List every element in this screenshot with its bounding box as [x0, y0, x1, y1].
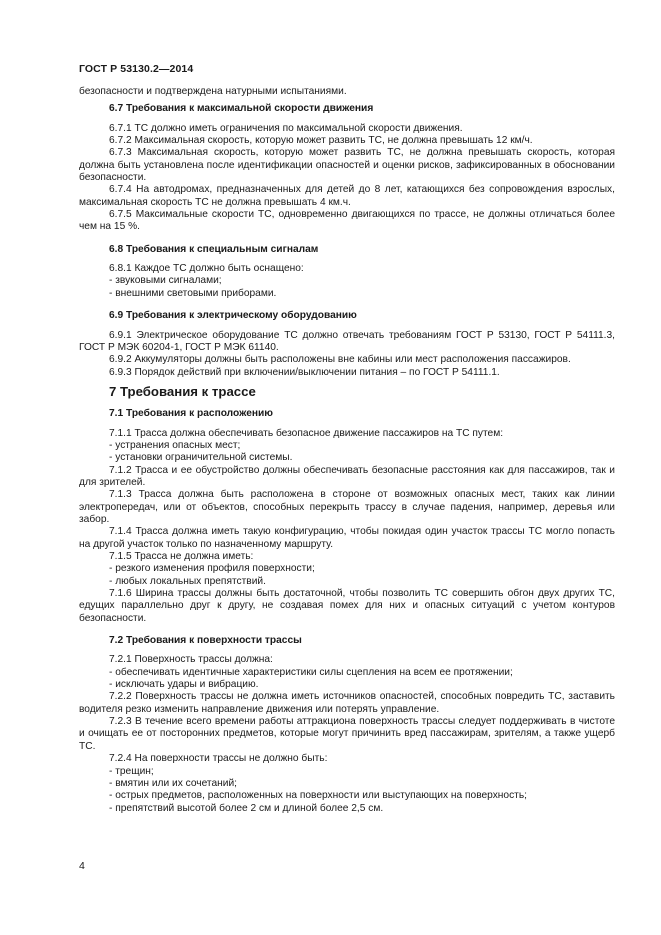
paragraph-7-2-2: 7.2.2 Поверхность трассы не должна иметь источников опасностей, способных повредить ТС, заставить водителя резко изменить направление движения или потерять управление. — [79, 691, 615, 715]
list-item: - установки ограничительной системы. — [109, 452, 293, 464]
section-heading-7-1: 7.1 Требования к расположению — [109, 408, 273, 420]
paragraph-7-1-1: 7.1.1 Трасса должна обеспечивать безопасное движение пассажиров на ТС путем: — [109, 427, 504, 439]
list-item: - препятствий высотой более 2 см и длиной более 2,5 см. — [109, 802, 384, 814]
list-item: - устранения опасных мест; — [109, 439, 241, 451]
list-item: - вмятин или их сочетаний; — [109, 777, 237, 789]
paragraph-7-1-2: 7.1.2 Трасса и ее обустройство должны обеспечивать безопасные расстояния как для пассажиров, так и для зрителей. — [79, 464, 615, 488]
paragraph-7-2-4: 7.2.4 На поверхности трассы не должно быть: — [109, 753, 328, 765]
paragraph-6-8-1: 6.8.1 Каждое ТС должно быть оснащено: — [109, 263, 304, 275]
paragraph-7-2-3: 7.2.3 В течение всего времени работы аттракциона поверхность трассы следует поддерживать в чистоте и очищать ее от посторонних предметов, которые могут причинить вред пассажирам, зрителям, а также ущерб ТС. — [79, 716, 615, 752]
paragraph-6-7-5: 6.7.5 Максимальные скорости ТС, одновременно двигающихся по трассе, не должны отличаться более чем на 15 %. — [79, 209, 615, 233]
paragraph-6-7-3: 6.7.3 Максимальная скорость, которую может развить ТС, не должна превышать скорость, которая должна быть установлена после идентификации опасностей и оценки рисков, зафиксированных в обосновании безопасности. — [79, 147, 615, 184]
section-heading-6-9: 6.9 Требования к электрическому оборудованию — [109, 310, 357, 322]
paragraph-6-7-1: 6.7.1 ТС должно иметь ограничения по максимальной скорости движения. — [109, 122, 463, 134]
page-number: 4 — [79, 860, 85, 872]
paragraph: безопасности и подтверждена натурными испытаниями. — [79, 86, 347, 97]
list-item: - острых предметов, расположенных на поверхности или выступающих на поверхность; — [109, 790, 527, 802]
list-item: - внешними световыми приборами. — [109, 287, 277, 299]
list-item: - звуковыми сигналами; — [109, 275, 222, 287]
paragraph-7-2-1: 7.2.1 Поверхность трассы должна: — [109, 654, 273, 666]
paragraph-6-7-2: 6.7.2 Максимальная скорость, которую может развить ТС, не должна превышать 12 км/ч. — [109, 135, 533, 147]
chapter-heading-7: 7 Требования к трассе — [109, 383, 256, 399]
list-item: - трещин; — [109, 765, 154, 777]
section-heading-6-7: 6.7 Требования к максимальной скорости движения — [109, 103, 374, 115]
list-item: - резкого изменения профиля поверхности; — [109, 563, 315, 575]
paragraph-6-7-4: 6.7.4 На автодромах, предназначенных для детей до 8 лет, катающихся без сопровождения взрослых, максимальная скорость ТС не должна превышать 4 км.ч. — [79, 184, 615, 208]
paragraph-7-1-3: 7.1.3 Трасса должна быть расположена в стороне от возможных опасных мест, таких как линии электропередач, или от объектов, способных перекрыть трассу в случае падения, например, деревья или забор. — [79, 489, 615, 525]
list-item: - любых локальных препятствий. — [109, 575, 266, 587]
section-heading-6-8: 6.8 Требования к специальным сигналам — [109, 243, 319, 255]
paragraph-7-1-6: 7.1.6 Ширина трассы должны быть достаточной, чтобы позволить ТС совершить обгон двух других ТС, едущих параллельно друг к другу, не создавая помех для них и опасных ситуаций с учетом контуров безопасности. — [79, 588, 615, 624]
paragraph-7-1-4: 7.1.4 Трасса должна иметь такую конфигурацию, чтобы покидая один участок трассы ТС могло попасть на другой участок только по назначенному маршруту. — [79, 526, 615, 550]
paragraph-6-9-1: 6.9.1 Электрическое оборудование ТС должно отвечать требованиям ГОСТ Р 53130, ГОСТ Р 54111.3, ГОСТ Р МЭК 60204-1, ГОСТ Р МЭК 61140. — [79, 329, 615, 353]
paragraph-7-1-5: 7.1.5 Трасса не должна иметь: — [109, 551, 254, 562]
list-item: - исключать удары и вибрацию. — [109, 679, 259, 691]
page-header: ГОСТ Р 53130.2—2014 — [79, 63, 194, 75]
section-heading-7-2: 7.2 Требования к поверхности трассы — [109, 635, 302, 647]
paragraph-6-9-2: 6.9.2 Аккумуляторы должны быть расположены вне кабины или мест расположения пассажиров. — [109, 354, 571, 366]
list-item: - обеспечивать идентичные характеристики силы сцепления на всем ее протяжении; — [109, 666, 513, 678]
paragraph-6-9-3: 6.9.3 Порядок действий при включении/выключении питания – по ГОСТ Р 54111.1. — [109, 366, 500, 378]
document-body — [79, 86, 615, 815]
